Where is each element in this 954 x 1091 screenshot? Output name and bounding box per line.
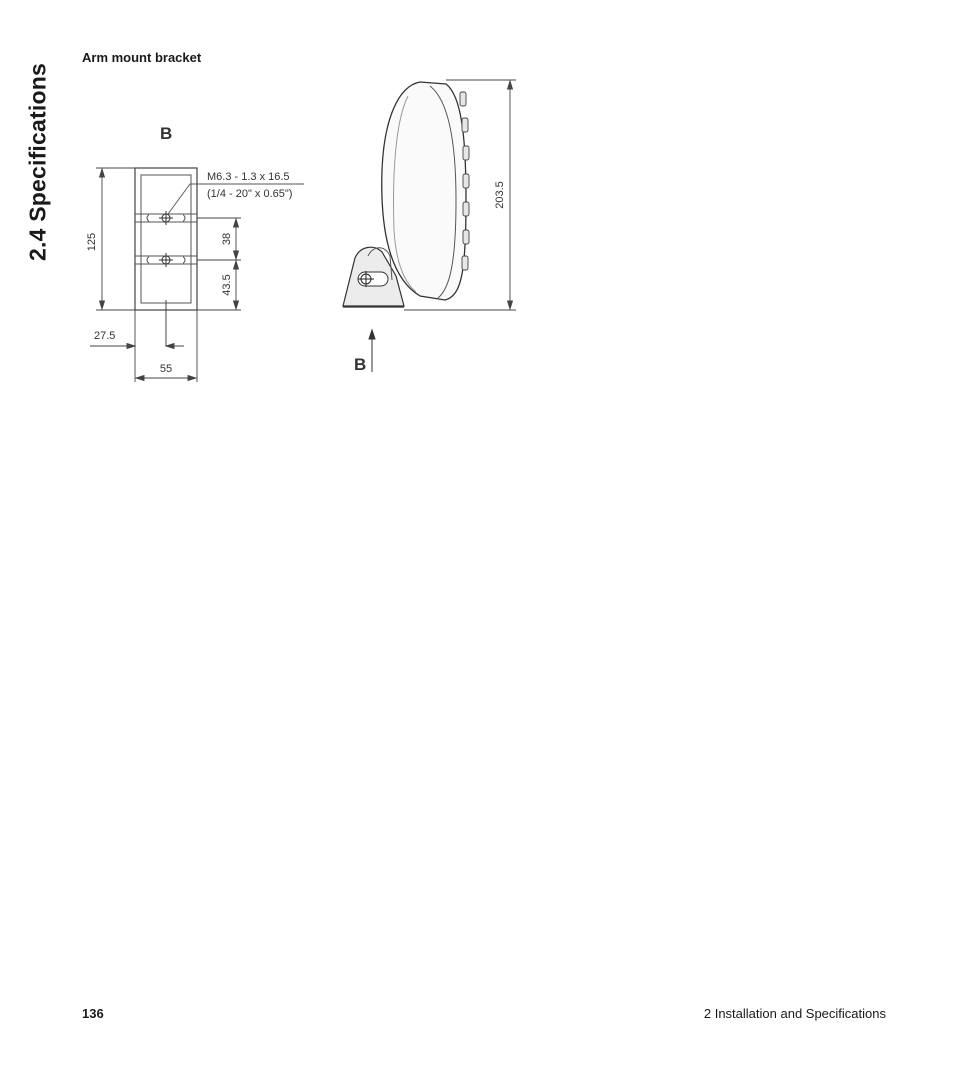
side-view — [343, 80, 516, 374]
dim-half-width-line — [90, 310, 197, 382]
device-body — [382, 82, 466, 300]
dim-width-line — [136, 376, 196, 381]
page-title: Arm mount bracket — [82, 50, 202, 65]
thread-spec-metric: M6.3 - 1.3 x 16.5 — [207, 171, 290, 183]
section-heading-text: 2.4 Specifications — [24, 63, 51, 261]
dim-right-lines — [197, 218, 241, 310]
dim-bottom-label: 43.5 — [221, 274, 233, 296]
dim-height-line — [96, 168, 135, 310]
front-view — [86, 124, 304, 382]
view-label-b: B — [160, 124, 173, 143]
bracket-technical-drawing — [0, 0, 954, 420]
dim-height-label: 125 — [86, 232, 98, 252]
dim-hole-spacing-label: 38 — [221, 232, 233, 246]
dim-half-width-label: 27.5 — [94, 330, 116, 342]
dim-total-height-label: 203.5 — [494, 181, 506, 209]
footer-chapter-title: 2 Installation and Specifications — [703, 1006, 886, 1021]
page-number: 136 — [82, 1006, 104, 1021]
thread-spec-imperial: (1/4 - 20" x 0.65") — [207, 188, 293, 200]
dim-width-label: 55 — [159, 363, 173, 375]
arrow-label-b: B — [354, 355, 367, 374]
bracket-outer — [135, 168, 197, 310]
view-arrow — [369, 330, 375, 372]
